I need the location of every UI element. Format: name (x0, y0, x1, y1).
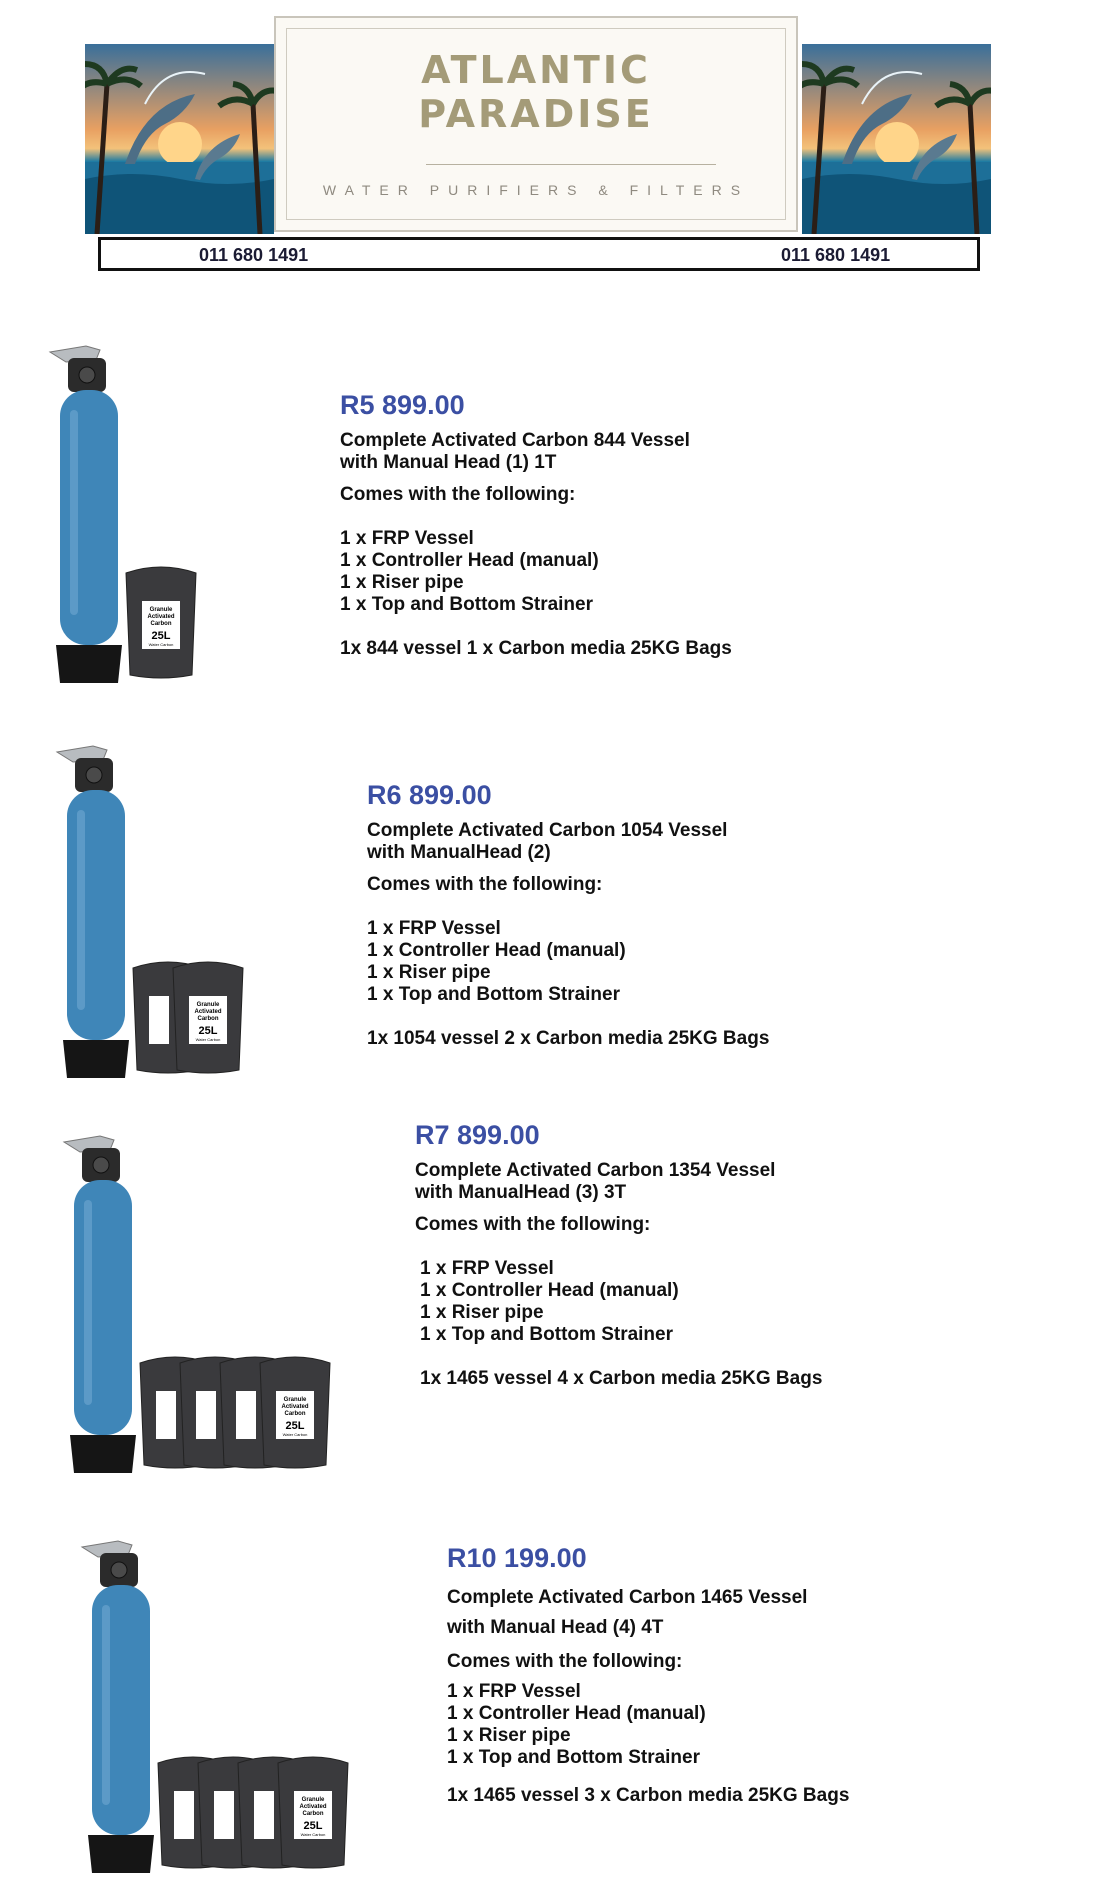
bag-label-text: Activated (147, 614, 175, 620)
product-image (62, 1120, 332, 1480)
product-details (367, 780, 769, 1050)
product-price: R5 899.00 (340, 390, 465, 420)
product-summary: 1x 844 vessel 1 x Carbon media 25KG Bags (340, 638, 732, 659)
bag-label-text: Granule (301, 1797, 325, 1803)
bag-label-text: Carbon (197, 1016, 219, 1022)
filter-vessel-icon (64, 1136, 136, 1473)
list-item: 1 x Controller Head (manual) (420, 1280, 679, 1301)
phone-number-left[interactable]: 011 680 1491 (199, 245, 309, 265)
brand-tagline: WATER PURIFIERS & FILTERS (322, 182, 750, 198)
list-item: 1 x Riser pipe (420, 1302, 544, 1323)
bag-label-footer: Water Carbon (282, 1432, 308, 1437)
bag-label-size: 25L (151, 630, 171, 642)
brand-name-line1: ATLANTIC (421, 48, 651, 92)
comes-with-label: Comes with the following: (367, 874, 603, 895)
filter-vessel-icon (50, 346, 122, 683)
carbon-bag-icon (260, 1357, 330, 1468)
filter-vessel-icon (57, 746, 129, 1078)
product-price: R10 199.00 (447, 1543, 587, 1573)
product-title-line1: Complete Activated Carbon 1465 Vessel (447, 1587, 808, 1608)
brand-name-line2: PARADISE (418, 92, 654, 136)
product-summary: 1x 1465 vessel 4 x Carbon media 25KG Bags (420, 1368, 823, 1389)
bag-label-footer: Water Carbon (148, 642, 174, 647)
product-title-line2: with ManualHead (2) (367, 842, 551, 863)
bag-label-text: Carbon (302, 1811, 324, 1817)
product-image (48, 330, 218, 690)
bag-label-text: Granule (196, 1002, 220, 1008)
bag-label-text: Carbon (284, 1411, 306, 1417)
list-item: 1 x Top and Bottom Strainer (340, 594, 594, 615)
filter-vessel-icon (82, 1541, 154, 1873)
list-item: 1 x FRP Vessel (340, 528, 474, 549)
product-summary: 1x 1054 vessel 2 x Carbon media 25KG Bags (367, 1028, 770, 1049)
product-details (415, 1120, 822, 1390)
carbon-bag-icon (126, 567, 196, 678)
list-item: 1 x Riser pipe (340, 572, 464, 593)
bag-label-footer: Water Carbon (195, 1037, 221, 1042)
bag-label-text: Activated (281, 1404, 309, 1410)
header-banner (0, 0, 1101, 280)
product-image (55, 730, 265, 1085)
bag-label-text: Granule (149, 607, 173, 613)
carbon-bag-icon (173, 962, 243, 1073)
bag-label-text: Carbon (150, 621, 172, 627)
dolphin-scene-image-left (85, 44, 274, 234)
list-item: 1 x FRP Vessel (367, 918, 501, 939)
product-title-line1: Complete Activated Carbon 1054 Vessel (367, 820, 728, 841)
product-details (340, 390, 732, 660)
bag-label-size: 25L (198, 1025, 218, 1037)
product-price: R7 899.00 (415, 1120, 540, 1150)
product-price: R6 899.00 (367, 780, 492, 810)
comes-with-label: Comes with the following: (340, 484, 576, 505)
list-item: 1 x Riser pipe (447, 1725, 571, 1746)
list-item: 1 x Controller Head (manual) (447, 1703, 706, 1724)
phone-bar (98, 237, 980, 271)
comes-with-label: Comes with the following: (447, 1651, 683, 1672)
product-title-line1: Complete Activated Carbon 1354 Vessel (415, 1160, 776, 1181)
comes-with-label: Comes with the following: (415, 1214, 651, 1235)
bag-label-text: Activated (299, 1804, 327, 1810)
bag-label-size: 25L (303, 1820, 323, 1832)
product-title-line1: Complete Activated Carbon 844 Vessel (340, 430, 690, 451)
list-item: 1 x Top and Bottom Strainer (367, 984, 621, 1005)
list-item: 1 x FRP Vessel (447, 1681, 581, 1702)
product-title-line2: with ManualHead (3) 3T (415, 1182, 627, 1203)
list-item: 1 x Riser pipe (367, 962, 491, 983)
dolphin-scene-image-right (802, 44, 991, 234)
bag-label-size: 25L (285, 1420, 305, 1432)
phone-number-right[interactable]: 011 680 1491 (781, 245, 891, 265)
product-summary: 1x 1465 vessel 3 x Carbon media 25KG Bags (447, 1785, 850, 1806)
bag-label-text: Granule (283, 1397, 307, 1403)
bag-label-footer: Water Carbon (300, 1832, 326, 1837)
list-item: 1 x Top and Bottom Strainer (447, 1747, 701, 1768)
brand-logo (274, 16, 798, 232)
list-item: 1 x Controller Head (manual) (340, 550, 599, 571)
product-image (80, 1525, 350, 1880)
list-item: 1 x FRP Vessel (420, 1258, 554, 1279)
product-title-line2: with Manual Head (1) 1T (340, 452, 557, 473)
carbon-bag-icon (278, 1757, 348, 1868)
list-item: 1 x Top and Bottom Strainer (420, 1324, 674, 1345)
product-details (447, 1543, 849, 1807)
list-item: 1 x Controller Head (manual) (367, 940, 626, 961)
logo-divider (426, 164, 716, 165)
product-title-line2: with Manual Head (4) 4T (447, 1617, 664, 1638)
bag-label-text: Activated (194, 1009, 222, 1015)
